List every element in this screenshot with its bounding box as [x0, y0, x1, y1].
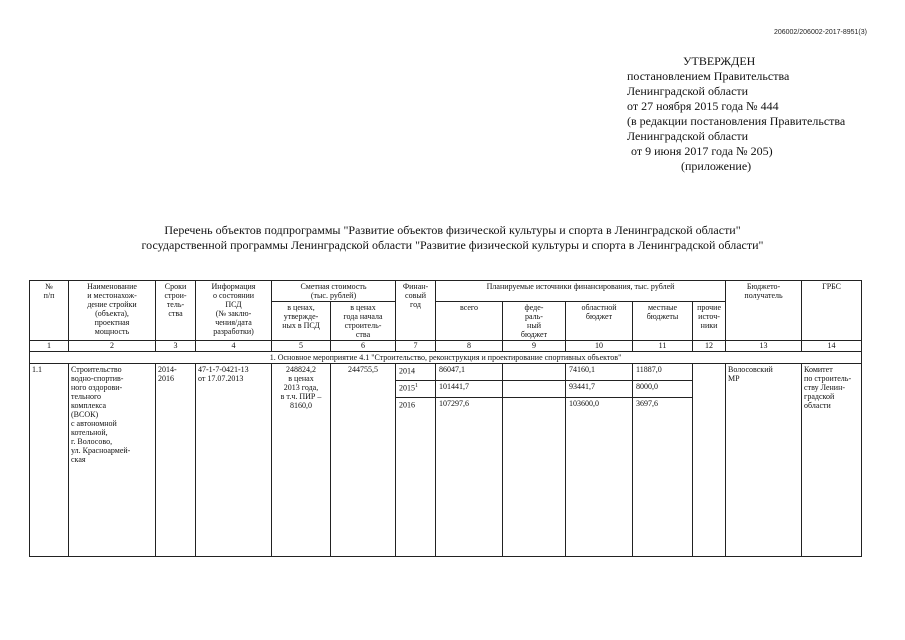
row-regional [566, 364, 633, 557]
approval-appendix: (приложение) [681, 159, 752, 173]
header-federal: феде- раль- ный бюджет [503, 302, 566, 341]
federal-cell [503, 364, 565, 381]
column-number: 14 [802, 341, 862, 352]
year-cell: 2016 [399, 400, 416, 410]
local-cell: 3697,6 [636, 399, 659, 408]
row-recipient: Волосовский МР [726, 364, 802, 557]
document-id: 206002/206002-2017-8951(3) [773, 29, 867, 36]
column-number-row [30, 341, 862, 352]
column-number: 5 [272, 341, 331, 352]
footnote-mark: 1 [415, 383, 419, 389]
row-object-name: Строительство водно-спортив- ного оздорови- тельного комплекса (ВСОК) с автономной котельной, г. Волосово, ул. Красноармей- ская [69, 364, 156, 557]
objects-table [29, 280, 862, 557]
row-total [436, 364, 503, 557]
regional-cell: 103600,0 [569, 399, 600, 408]
total-cell: 101441,7 [436, 381, 502, 398]
header-other: прочие источ- ники [693, 302, 726, 341]
column-number: 8 [436, 341, 503, 352]
table-row [30, 364, 862, 557]
header-psd: Информация о состоянии ПСД (№ заклю- чения/дата разработки) [196, 281, 272, 341]
row-other [693, 364, 726, 557]
header-fin-year: Финан- совый год [396, 281, 436, 341]
approval-line: от 27 ноября 2015 года № 444 [627, 99, 779, 113]
row-local [633, 364, 693, 557]
row-terms: 2014- 2016 [156, 364, 196, 557]
regional-cell: 74160,1 [566, 364, 632, 381]
column-number: 3 [156, 341, 196, 352]
header-num: № п/п [30, 281, 69, 341]
header-est-start: в ценах года начала строитель- ства [331, 302, 396, 341]
header-name: Наименование и местонахож- дение стройки (объекта), проектная мощность [69, 281, 156, 341]
row-federal [503, 364, 566, 557]
row-est-start: 244755,5 [331, 364, 396, 557]
header-local: местные бюджеты [633, 302, 693, 341]
local-cell: 8000,0 [633, 381, 692, 398]
title-line: государственной программы Ленинградской области "Развитие физической культуры и спорта в Ленинградской области" [141, 238, 764, 252]
approval-line: Ленинградской области [627, 129, 749, 143]
header-grbs: ГРБС [802, 281, 862, 341]
row-grbs: Комитет по строитель- ству Ленин- градской области [802, 364, 862, 557]
header-row [30, 281, 862, 302]
header-est-approved: в ценах, утвержде- ных в ПСД [272, 302, 331, 341]
total-cell: 86047,1 [436, 364, 502, 381]
title-line: Перечень объектов подпрограммы "Развитие объектов физической культуры и спорта в Ленинградской области" [164, 223, 741, 237]
row-num: 1.1 [30, 364, 69, 557]
total-cell: 107297,6 [439, 399, 470, 408]
regional-cell: 93441,7 [566, 381, 632, 398]
row-psd: 47-1-7-0421-13 от 17.07.2013 [196, 364, 272, 557]
header-total: всего [436, 302, 503, 341]
row-years [396, 364, 436, 557]
header-recipient: Бюджето- получатель [726, 281, 802, 341]
approval-line: постановлением Правительства [627, 69, 790, 83]
column-number: 9 [503, 341, 566, 352]
column-number: 1 [30, 341, 69, 352]
approval-line: Ленинградской области [627, 84, 749, 98]
federal-cell [503, 398, 565, 415]
header-regional: областной бюджет [566, 302, 633, 341]
column-number: 4 [196, 341, 272, 352]
column-number: 12 [693, 341, 726, 352]
header-estimate: Сметная стоимость (тыс. рублей) [272, 281, 396, 302]
column-number: 7 [396, 341, 436, 352]
year-cell: 2015$^1$ [396, 381, 435, 398]
header-terms: Сроки строи- тель- ства [156, 281, 196, 341]
row-est-approved: 248824,2 в ценах 2013 года, в т.ч. ПИР – 8160,0 [272, 364, 331, 557]
column-number: 11 [633, 341, 693, 352]
header-sources: Планируемые источники финансирования, тыс. рублей [436, 281, 726, 302]
document-title [0, 223, 905, 253]
federal-cell [503, 381, 565, 398]
approval-heading: УТВЕРЖДЕН [683, 54, 756, 68]
approval-stamp [627, 54, 845, 174]
column-number: 13 [726, 341, 802, 352]
column-number: 10 [566, 341, 633, 352]
approval-line: (в редакции постановления Правительства [627, 114, 846, 128]
approval-line: от 9 июня 2017 года № 205) [631, 144, 773, 158]
section-title: 1. Основное мероприятие 4.1 "Строительство, реконструкция и проектирование спортивных объектов" [30, 352, 862, 364]
year-cell: 2014 [396, 364, 435, 381]
section-row [30, 352, 862, 364]
column-number: 6 [331, 341, 396, 352]
column-number: 2 [69, 341, 156, 352]
local-cell: 11887,0 [633, 364, 692, 381]
